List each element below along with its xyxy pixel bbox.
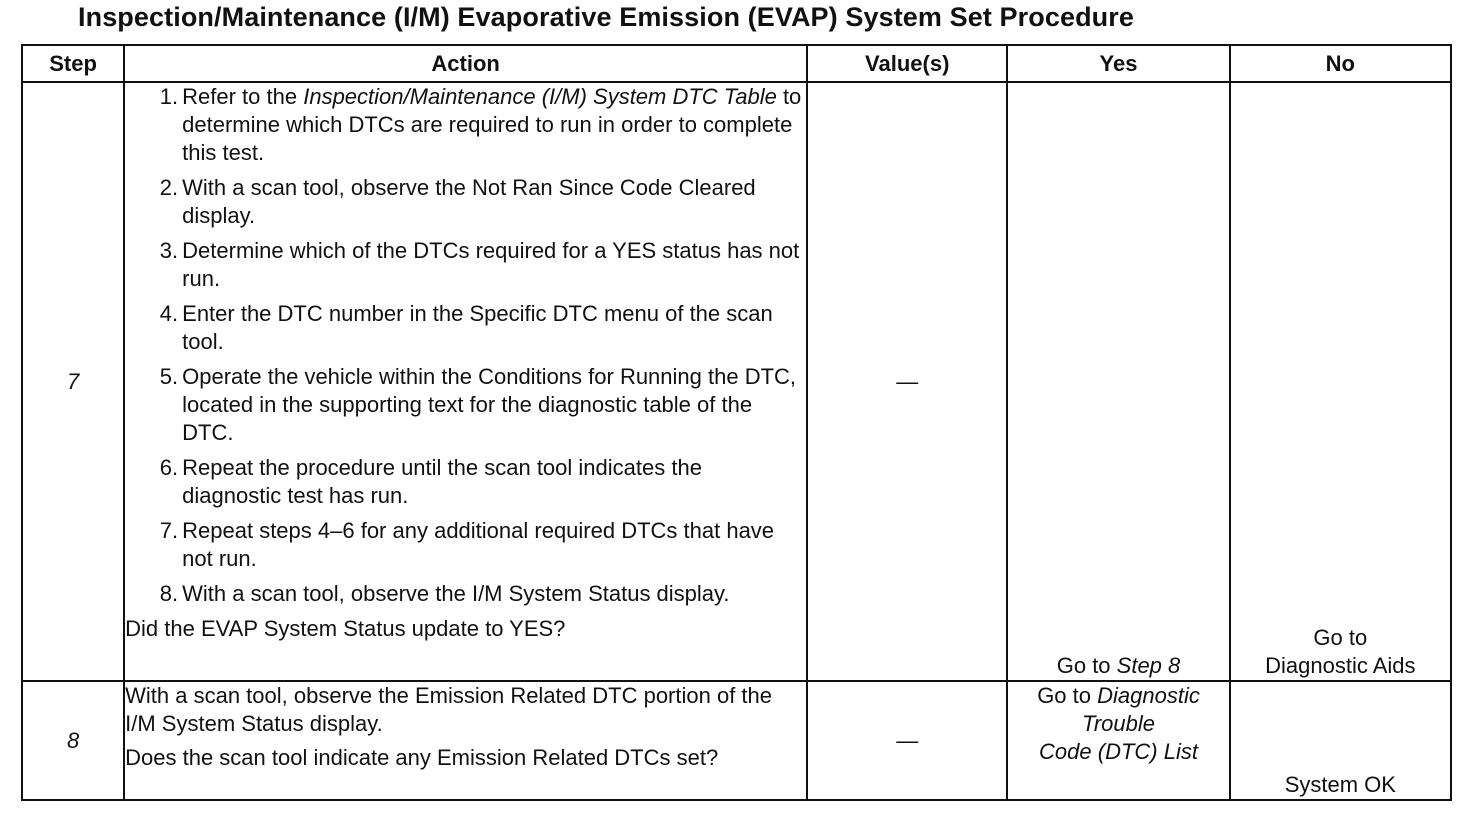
step-instruction: With a scan tool, observe the Emission Related DTC portion of the I/M System Status display. — [125, 683, 773, 736]
step-item-number: 8. — [159, 581, 179, 606]
step-number: 7 — [22, 82, 124, 681]
list-item — [159, 83, 806, 167]
step-number: 8 — [22, 681, 124, 800]
dtc-list-link-line2[interactable]: Trouble — [1082, 711, 1155, 736]
step-item-text: Operate the vehicle within the Conditions for Running the DTC, located in the supporting text for the diagnostic table of the DTC. — [182, 364, 797, 445]
header-yes: Yes — [1007, 45, 1229, 82]
step-item-number: 2. — [159, 175, 179, 200]
value-cell: — — [807, 82, 1007, 681]
header-values: Value(s) — [807, 45, 1007, 82]
list-item — [159, 300, 806, 356]
step-item-text: With a scan tool, observe the I/M System Status display. — [182, 581, 730, 606]
list-item — [159, 580, 806, 608]
diagnostic-aids-link[interactable]: Diagnostic Aids — [1265, 653, 1416, 678]
step-item-number: 4. — [159, 301, 179, 326]
step-item-text: Determine which of the DTCs required for a YES status has not run. — [182, 238, 800, 291]
step-item-number: 5. — [159, 364, 179, 389]
step-item-text: Repeat the procedure until the scan tool indicates the diagnostic test has run. — [182, 455, 702, 508]
yes-go-to: Go to — [1037, 683, 1098, 708]
step-item-text: With a scan tool, observe the Not Ran Since Code Cleared display. — [182, 175, 756, 228]
step-item-text: Refer to the — [182, 84, 304, 109]
dtc-list-link[interactable]: Diagnostic — [1097, 683, 1200, 708]
step-question: Did the EVAP System Status update to YES? — [125, 616, 566, 641]
list-item — [159, 454, 806, 510]
yes-cell — [1007, 681, 1229, 800]
action-cell — [124, 681, 807, 800]
step-8-link[interactable]: Step 8 — [1116, 653, 1181, 678]
step-item-number: 1. — [159, 84, 179, 109]
table-row — [22, 681, 1451, 800]
no-go-to: Go to — [1313, 625, 1368, 650]
table-row — [22, 82, 1451, 681]
step-item-text: Enter the DTC number in the Specific DTC menu of the scan tool. — [182, 301, 773, 354]
dtc-table-reference: Inspection/Maintenance (I/M) System DTC Table — [303, 84, 777, 109]
action-steps-list — [125, 83, 806, 608]
list-item — [159, 517, 806, 573]
list-item — [159, 363, 806, 447]
no-cell — [1230, 82, 1451, 681]
dtc-list-link-line3[interactable]: Code (DTC) List — [1039, 739, 1198, 764]
procedure-table — [21, 44, 1452, 801]
value-cell: — — [807, 681, 1007, 800]
step-item-text: Repeat steps 4–6 for any additional required DTCs that have not run. — [182, 518, 775, 571]
yes-cell — [1007, 82, 1229, 681]
action-cell — [124, 82, 807, 681]
no-cell — [1230, 681, 1451, 800]
step-item-text: to determine which DTCs are required to run in order to complete this test. — [182, 84, 802, 165]
list-item — [159, 174, 806, 230]
header-step: Step — [22, 45, 124, 82]
step-question: Does the scan tool indicate any Emission Related DTCs set? — [125, 745, 719, 770]
step-item-number: 6. — [159, 455, 179, 480]
system-ok-text: System OK — [1284, 772, 1396, 797]
yes-go-to: Go to — [1056, 653, 1117, 678]
step-item-number: 3. — [159, 238, 179, 263]
page-title: Inspection/Maintenance (I/M) Evaporative Emission (EVAP) System Set Procedure — [78, 2, 1134, 32]
step-item-number: 7. — [159, 518, 179, 543]
list-item — [159, 237, 806, 293]
table-header-row — [22, 45, 1451, 82]
header-action: Action — [124, 45, 807, 82]
header-no: No — [1230, 45, 1451, 82]
